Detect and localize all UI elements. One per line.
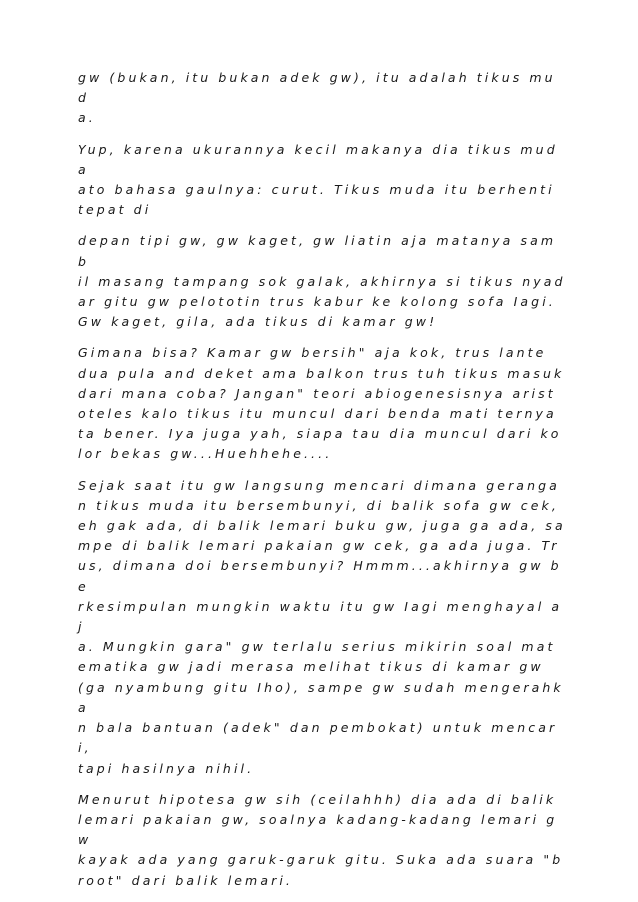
paragraph-3: depan tipi gw, gw kaget, gw liatin aja matanya samb il masang tampang sok galak, akhirnya si tikus nyad ar gitu gw pelototin trus kabur ke kolong sofa Iagi. Gw kaget, gila, ada tikus di kamar gw! [78, 233, 566, 330]
paragraph-2: Yup, karena ukurannya kecil makanya dia tikus muda ato bahasa gaulnya: curut. Tikus muda itu berhenti tepat di [78, 141, 558, 218]
document-body [78, 68, 566, 902]
paragraph-4: Gimana bisa? Kamar gw bersih" aja kok, trus lante dua pula and deket ama balkon trus tuh tikus masuk dari mana coba? Jangan" teori abiogenesisnya arist oteles kalo tikus itu muncul dari benda mati ternya ta bener. Iya juga yah, siapa tau dia muncul dari ko lor bekas gw...Huehhehe.... [78, 345, 565, 462]
paragraph-1: gw (bukan, itu bukan adek gw), itu adalah tikus mud a. [78, 70, 556, 126]
paragraph-5: Sejak saat itu gw langsung mencari dimana geranga n tikus muda itu bersembunyi, di balik sofa gw cek, eh gak ada, di balik lemari buku gw, juga ga ada, sa mpe di balik lemari pakaian gw cek, ga ada juga. Tr us, dimana doi bersembunyi? Hmmm...akhirnya gw be rkesimpulan mungkin waktu itu gw Iagi menghayal aj a. Mungkin gara" gw terlalu serius mikirin soal mat ematika gw jadi merasa melihat tikus di kamar gw (ga nyambung gitu Iho), sampe gw sudah mengerahka n bala bantuan (adek" dan pembokat) untuk mencari, tapi hasilnya nihil. [78, 477, 566, 776]
paragraph-6: Menurut hipotesa gw sih (ceilahhh) dia ada di balik lemari pakaian gw, soalnya kadang-kadang lemari gw kayak ada yang garuk-garuk gitu. Suka ada suara "b root" dari balik lemari. [78, 791, 564, 888]
